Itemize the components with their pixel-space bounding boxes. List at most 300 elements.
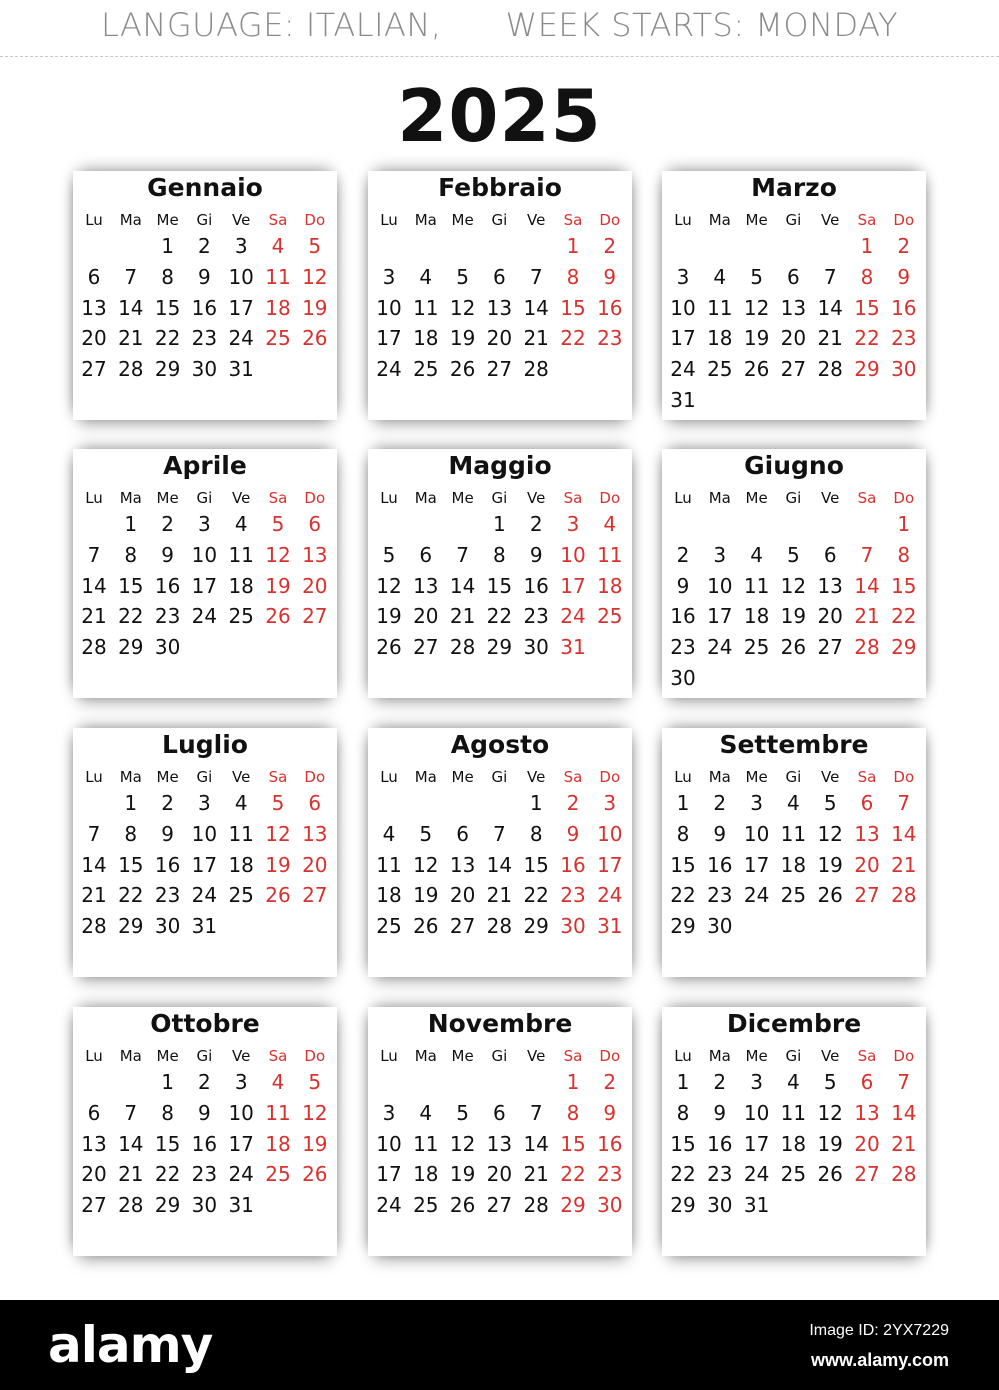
day-cell: 30	[191, 1193, 218, 1218]
day-cell: 14	[523, 1131, 549, 1156]
day-cell: 5	[271, 512, 285, 536]
day-cell: 3	[234, 234, 248, 258]
weekday-label: Lu	[85, 1047, 103, 1065]
month-name: Maggio	[448, 451, 552, 480]
day-cell: 8	[529, 821, 543, 846]
day-cell: 14	[486, 852, 513, 877]
weekday-label: Me	[156, 1047, 179, 1065]
month-name: Febbraio	[438, 173, 562, 202]
day-cell: 8	[566, 1100, 580, 1125]
weekday-label: Ve	[821, 211, 840, 229]
day-cell: 13	[854, 1100, 880, 1125]
day-cell: 3	[750, 1070, 763, 1094]
day-cell: 12	[413, 852, 439, 877]
day-cell: 6	[860, 791, 874, 815]
day-cell: 1	[493, 512, 506, 536]
day-cell: 13	[780, 295, 807, 320]
weekday-label: Gi	[491, 211, 508, 229]
day-cell: 21	[523, 1162, 549, 1187]
day-cell: 19	[265, 852, 291, 877]
weekday-label: Ve	[821, 1047, 840, 1065]
weekday-label: Gi	[196, 489, 213, 507]
day-cell: 4	[234, 791, 248, 815]
weekday-label: Me	[156, 768, 179, 786]
day-cell: 18	[265, 1131, 291, 1156]
day-cell: 24	[560, 604, 586, 629]
day-cell: 3	[198, 512, 211, 536]
day-cell: 29	[486, 635, 513, 660]
day-cell: 4	[713, 264, 727, 289]
day-cell: 6	[308, 791, 322, 815]
day-cell: 12	[743, 295, 770, 320]
day-cell: 4	[750, 542, 763, 567]
weekday-label: Me	[451, 211, 474, 229]
day-cell: 4	[787, 1070, 800, 1094]
day-cell: 27	[81, 357, 107, 382]
day-cell: 22	[670, 883, 696, 908]
day-cell: 17	[376, 1162, 402, 1187]
day-cell: 11	[265, 1100, 291, 1125]
day-cell: 10	[670, 295, 696, 320]
day-cell: 8	[161, 264, 174, 289]
month-name: Aprile	[163, 451, 247, 480]
weekday-label: Me	[451, 1047, 474, 1065]
weekday-label: Do	[599, 211, 621, 229]
weekday-label: Do	[893, 211, 915, 229]
day-cell: 11	[228, 821, 254, 846]
day-cell: 6	[860, 1070, 874, 1094]
weekday-label: Sa	[268, 1047, 288, 1065]
day-cell: 30	[191, 357, 218, 382]
day-cell: 24	[376, 357, 402, 382]
day-cell: 1	[676, 1070, 690, 1094]
weekday-label: Lu	[674, 768, 692, 786]
day-cell: 4	[271, 234, 285, 258]
day-cell: 23	[191, 326, 218, 351]
day-cell: 22	[118, 883, 144, 908]
month-panel	[368, 449, 632, 698]
day-cell: 3	[603, 791, 617, 815]
day-cell: 23	[670, 635, 696, 660]
day-cell: 16	[597, 295, 623, 320]
day-cell: 22	[670, 1162, 696, 1187]
day-cell: 2	[529, 512, 543, 536]
day-cell: 28	[449, 635, 476, 660]
day-cell: 24	[376, 1193, 402, 1218]
day-cell: 29	[891, 635, 917, 660]
day-cell: 7	[529, 264, 543, 289]
day-cell: 15	[560, 295, 586, 320]
month-panel	[368, 171, 632, 420]
day-cell: 3	[676, 264, 690, 289]
day-cell: 27	[449, 914, 476, 939]
day-cell: 2	[713, 791, 727, 815]
day-cell: 21	[118, 1162, 144, 1187]
day-cell: 18	[743, 604, 770, 629]
day-cell: 3	[713, 542, 727, 567]
day-cell: 22	[560, 326, 586, 351]
weekday-label: Ma	[414, 1047, 437, 1065]
weekday-label: Do	[304, 768, 326, 786]
weekday-label: Ma	[119, 1047, 142, 1065]
day-cell: 1	[124, 791, 138, 815]
day-cell: 27	[817, 635, 843, 660]
day-cell: 2	[198, 1070, 211, 1094]
day-cell: 25	[265, 1162, 291, 1187]
weekday-label: Do	[304, 211, 326, 229]
day-cell: 24	[670, 357, 696, 382]
weekday-label: Gi	[196, 211, 213, 229]
day-cell: 5	[823, 791, 837, 815]
day-cell: 5	[787, 542, 800, 567]
weekday-label: Do	[893, 489, 915, 507]
month-name: Novembre	[427, 1009, 573, 1038]
day-cell: 19	[817, 1131, 843, 1156]
day-cell: 9	[713, 821, 727, 846]
weekday-label: Sa	[268, 768, 288, 786]
weekday-label: Lu	[380, 768, 398, 786]
month-panel	[662, 171, 926, 420]
weekday-label: Ve	[232, 489, 251, 507]
day-cell: 19	[817, 852, 843, 877]
weekday-label: Lu	[85, 489, 103, 507]
month-name: Ottobre	[150, 1009, 260, 1038]
weekday-label: Gi	[196, 1047, 213, 1065]
weekday-label: Ma	[708, 1047, 731, 1065]
day-cell: 30	[597, 1193, 623, 1218]
day-cell: 21	[891, 852, 917, 877]
day-cell: 19	[780, 604, 807, 629]
month-panel	[73, 449, 337, 698]
day-cell: 4	[382, 821, 396, 846]
day-cell: 8	[493, 542, 506, 567]
weekday-label: Ve	[232, 1047, 251, 1065]
day-cell: 13	[817, 573, 843, 598]
day-cell: 13	[854, 821, 880, 846]
day-cell: 9	[198, 264, 211, 289]
day-cell: 16	[523, 573, 549, 598]
day-cell: 10	[228, 264, 254, 289]
day-cell: 10	[743, 821, 770, 846]
day-cell: 22	[560, 1162, 586, 1187]
day-cell: 13	[413, 573, 439, 598]
day-cell: 25	[413, 1193, 439, 1218]
day-cell: 20	[81, 326, 107, 351]
day-cell: 20	[854, 852, 880, 877]
day-cell: 21	[118, 326, 144, 351]
day-cell: 20	[449, 883, 476, 908]
day-cell: 20	[302, 852, 328, 877]
weekday-label: Ve	[527, 768, 546, 786]
month-panel	[662, 728, 926, 977]
day-cell: 12	[376, 573, 402, 598]
weekday-label: Me	[451, 768, 474, 786]
day-cell: 1	[897, 512, 911, 536]
day-cell: 19	[376, 604, 402, 629]
day-cell: 28	[523, 1193, 549, 1218]
day-cell: 14	[118, 1131, 144, 1156]
day-cell: 5	[382, 542, 396, 567]
day-cell: 29	[670, 1193, 696, 1218]
day-cell: 26	[265, 883, 291, 908]
day-cell: 14	[891, 1100, 917, 1125]
site-url: www.alamy.com	[810, 1350, 949, 1370]
weekday-label: Ma	[414, 211, 437, 229]
day-cell: 6	[493, 264, 506, 289]
weekday-label: Ma	[708, 489, 731, 507]
weekday-label: Gi	[785, 211, 802, 229]
day-cell: 5	[271, 791, 285, 815]
day-cell: 22	[154, 326, 181, 351]
day-cell: 17	[191, 573, 218, 598]
weekday-label: Lu	[380, 489, 398, 507]
day-cell: 22	[523, 883, 549, 908]
weekday-label: Ma	[708, 211, 731, 229]
day-cell: 8	[124, 821, 138, 846]
day-cell: 23	[560, 883, 586, 908]
day-cell: 30	[523, 635, 549, 660]
day-cell: 23	[707, 1162, 733, 1187]
day-cell: 12	[302, 264, 328, 289]
day-cell: 7	[124, 264, 138, 289]
day-cell: 25	[780, 1162, 807, 1187]
day-cell: 24	[191, 883, 218, 908]
day-cell: 20	[81, 1162, 107, 1187]
day-cell: 24	[743, 883, 770, 908]
day-cell: 14	[118, 295, 144, 320]
day-cell: 7	[897, 791, 911, 815]
day-cell: 19	[413, 883, 439, 908]
day-cell: 17	[670, 326, 696, 351]
day-cell: 21	[81, 604, 107, 629]
day-cell: 14	[817, 295, 843, 320]
day-cell: 24	[743, 1162, 770, 1187]
day-cell: 11	[707, 295, 733, 320]
weekday-label: Do	[893, 768, 915, 786]
day-cell: 28	[523, 357, 549, 382]
day-cell: 22	[486, 604, 513, 629]
weekday-label: Do	[599, 1047, 621, 1065]
day-cell: 15	[560, 1131, 586, 1156]
day-cell: 7	[87, 821, 101, 846]
day-cell: 4	[787, 791, 800, 815]
header-caption	[0, 6, 999, 44]
day-cell: 20	[302, 573, 328, 598]
day-cell: 11	[597, 542, 623, 567]
day-cell: 30	[154, 914, 181, 939]
day-cell: 5	[750, 264, 763, 289]
day-cell: 4	[419, 264, 433, 289]
month-name: Gennaio	[147, 173, 263, 202]
day-cell: 11	[228, 542, 254, 567]
day-cell: 6	[87, 264, 101, 289]
month-name: Luglio	[162, 730, 248, 759]
day-cell: 15	[118, 852, 144, 877]
day-cell: 19	[449, 1162, 476, 1187]
day-cell: 21	[854, 604, 880, 629]
year-title: 2025	[397, 74, 602, 158]
day-cell: 2	[897, 234, 911, 258]
day-cell: 21	[486, 883, 513, 908]
day-cell: 2	[566, 791, 580, 815]
day-cell: 16	[670, 604, 696, 629]
day-cell: 2	[198, 234, 211, 258]
day-cell: 26	[302, 326, 328, 351]
day-cell: 25	[743, 635, 770, 660]
day-cell: 2	[713, 1070, 727, 1094]
weekday-label: Me	[745, 489, 768, 507]
day-cell: 15	[891, 573, 917, 598]
day-cell: 25	[265, 326, 291, 351]
day-cell: 29	[670, 914, 696, 939]
weekday-label: Sa	[268, 489, 288, 507]
day-cell: 13	[81, 295, 107, 320]
day-cell: 20	[817, 604, 843, 629]
day-cell: 31	[560, 635, 586, 660]
weekday-label: Sa	[563, 489, 583, 507]
day-cell: 23	[154, 604, 181, 629]
day-cell: 13	[449, 852, 476, 877]
day-cell: 7	[124, 1100, 138, 1125]
day-cell: 7	[860, 542, 874, 567]
day-cell: 15	[670, 1131, 696, 1156]
day-cell: 15	[854, 295, 880, 320]
day-cell: 25	[707, 357, 733, 382]
weekday-label: Lu	[380, 1047, 398, 1065]
day-cell: 26	[302, 1162, 328, 1187]
day-cell: 14	[523, 295, 549, 320]
day-cell: 13	[302, 821, 328, 846]
day-cell: 2	[603, 234, 617, 258]
day-cell: 14	[81, 852, 107, 877]
day-cell: 12	[265, 542, 291, 567]
day-cell: 11	[413, 295, 439, 320]
day-cell: 23	[597, 326, 623, 351]
day-cell: 28	[118, 1193, 144, 1218]
day-cell: 19	[743, 326, 770, 351]
weekday-label: Do	[304, 1047, 326, 1065]
day-cell: 31	[228, 1193, 254, 1218]
day-cell: 10	[597, 821, 623, 846]
weekday-label: Sa	[563, 211, 583, 229]
day-cell: 29	[560, 1193, 586, 1218]
day-cell: 25	[376, 914, 402, 939]
day-cell: 27	[413, 635, 439, 660]
day-cell: 6	[823, 542, 837, 567]
day-cell: 6	[87, 1100, 101, 1125]
weekday-label: Me	[745, 211, 768, 229]
day-cell: 8	[676, 1100, 690, 1125]
day-cell: 31	[228, 357, 254, 382]
day-cell: 20	[486, 1162, 513, 1187]
day-cell: 23	[707, 883, 733, 908]
day-cell: 25	[413, 357, 439, 382]
day-cell: 9	[566, 821, 580, 846]
weekday-label: Ve	[527, 211, 546, 229]
day-cell: 21	[449, 604, 476, 629]
weekday-label: Lu	[85, 211, 103, 229]
day-cell: 21	[817, 326, 843, 351]
month-panel	[662, 449, 926, 698]
day-cell: 26	[817, 883, 843, 908]
day-cell: 9	[713, 1100, 727, 1125]
day-cell: 10	[376, 1131, 402, 1156]
day-cell: 27	[854, 883, 880, 908]
weekday-label: Do	[599, 489, 621, 507]
day-cell: 26	[449, 1193, 476, 1218]
day-cell: 8	[897, 542, 911, 567]
day-cell: 31	[597, 914, 623, 939]
day-cell: 2	[676, 542, 690, 567]
day-cell: 26	[817, 1162, 843, 1187]
day-cell: 13	[302, 542, 328, 567]
day-cell: 16	[707, 852, 733, 877]
day-cell: 6	[308, 512, 322, 536]
day-cell: 14	[449, 573, 476, 598]
day-cell: 12	[817, 821, 843, 846]
day-cell: 7	[897, 1070, 911, 1094]
weekday-label: Ve	[821, 768, 840, 786]
day-cell: 7	[456, 542, 469, 567]
weekday-label: Sa	[857, 211, 877, 229]
weekday-label: Gi	[785, 1047, 802, 1065]
day-cell: 16	[191, 295, 218, 320]
day-cell: 8	[566, 264, 580, 289]
day-cell: 29	[118, 635, 144, 660]
day-cell: 18	[597, 573, 623, 598]
day-cell: 12	[780, 573, 807, 598]
day-cell: 23	[597, 1162, 623, 1187]
weekday-label: Ve	[821, 489, 840, 507]
weekday-label: Gi	[491, 768, 508, 786]
day-cell: 21	[81, 883, 107, 908]
day-cell: 14	[854, 573, 880, 598]
day-cell: 5	[823, 1070, 837, 1094]
month-panel	[73, 171, 337, 420]
day-cell: 5	[308, 1070, 322, 1094]
day-cell: 25	[228, 604, 254, 629]
day-cell: 15	[154, 295, 181, 320]
day-cell: 10	[228, 1100, 254, 1125]
day-cell: 18	[228, 573, 254, 598]
day-cell: 4	[271, 1070, 285, 1094]
day-cell: 22	[154, 1162, 181, 1187]
weekday-label: Sa	[857, 768, 877, 786]
day-cell: 28	[81, 635, 107, 660]
day-cell: 16	[560, 852, 586, 877]
day-cell: 18	[265, 295, 291, 320]
day-cell: 31	[670, 388, 696, 412]
weekday-label: Gi	[785, 489, 802, 507]
day-cell: 20	[854, 1131, 880, 1156]
day-cell: 6	[787, 264, 800, 289]
day-cell: 19	[302, 1131, 328, 1156]
day-cell: 30	[707, 1193, 733, 1218]
day-cell: 11	[413, 1131, 439, 1156]
day-cell: 6	[456, 821, 469, 846]
day-cell: 23	[523, 604, 549, 629]
day-cell: 10	[560, 542, 586, 567]
day-cell: 18	[413, 1162, 439, 1187]
day-cell: 17	[743, 852, 770, 877]
day-cell: 28	[817, 357, 843, 382]
weekday-label: Lu	[674, 489, 692, 507]
day-cell: 23	[154, 883, 181, 908]
day-cell: 11	[780, 821, 807, 846]
weekday-label: Sa	[563, 768, 583, 786]
day-cell: 30	[707, 914, 733, 939]
day-cell: 26	[780, 635, 807, 660]
